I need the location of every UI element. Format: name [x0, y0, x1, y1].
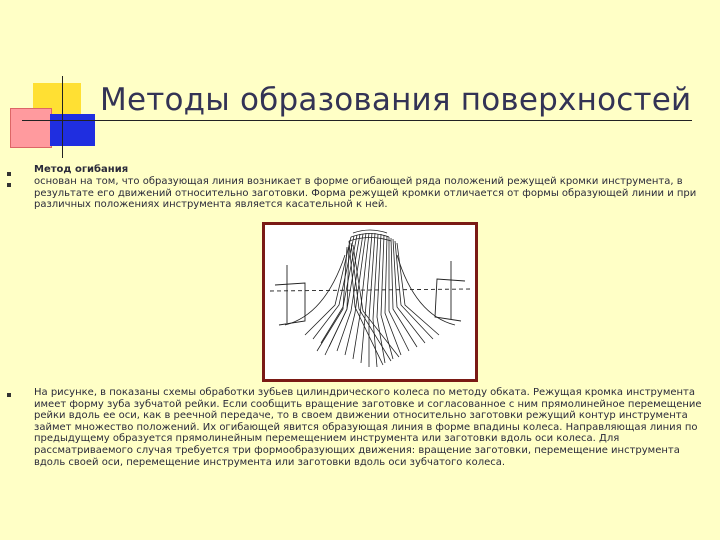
tooth-profile-envelope — [285, 230, 455, 367]
paragraph-intro: основан на том, что образующая линия возникает в форме огибающей ряда положений режущей кромки инструмента, в результате его движений относительно заготовки. Форма режущей кромки отличается от формы образующей линии и при различных положениях инструмента является касательной к ней. — [34, 176, 697, 211]
bullet-marker — [7, 172, 11, 176]
decor-blue-square — [50, 114, 95, 146]
rack-outline — [270, 261, 470, 325]
gear-generation-figure — [262, 222, 478, 382]
section-heading: Метод огибания — [34, 164, 129, 175]
decor-vertical-line — [62, 76, 63, 158]
bullet-marker — [7, 183, 11, 187]
slide-title: Методы образования поверхностей — [100, 82, 692, 118]
envelope-diagram — [265, 225, 475, 379]
paragraph-description: На рисунке, в показаны схемы обработки зубьев цилиндрического колеса по методу обката. Режущая кромка инструмента имеет форму зуба зубчатой рейки. Если сообщить вращение заготовке и согласованное с ним прямолинейное перемещение рейки вдоль ее оси, как в реечной передаче, то в своем движении относительно заготовки режущий контур инструмента займет множество положений. Их огибающей явится образующая линия в форме впадины колеса. Направляющая линия по предыдущему образуется прямолинейным перемещением инструмента или заготовки вдоль оси колеса. Для рассматриваемого случая требуется три формообразующих движения: вращение заготовки, перемещение инструмента вдоль своей оси, перемещение инструмента или заготовки вдоль оси зубчатого колеса. — [34, 387, 702, 468]
decor-red-square — [10, 108, 52, 148]
bullet-marker — [7, 393, 11, 397]
